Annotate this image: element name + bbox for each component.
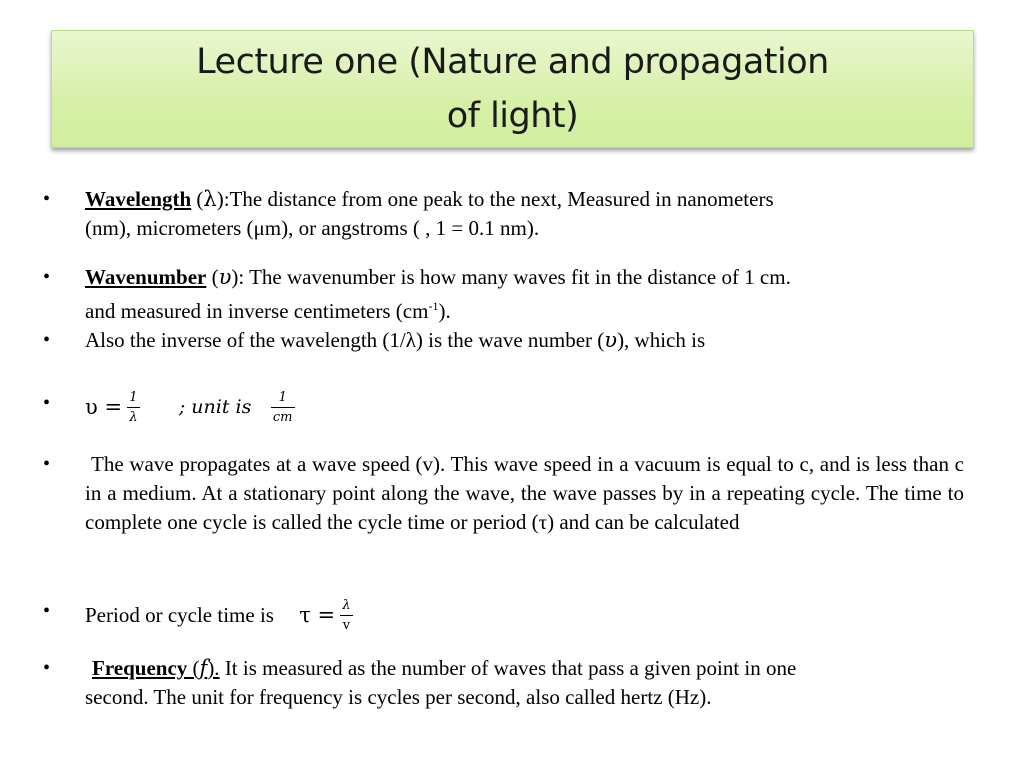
period-lhs: τ = [299,603,336,627]
unit-numerator: 1 [271,389,295,408]
frequency-text-1: It is measured as the number of waves that pass a given point in one [219,656,797,680]
superscript-minus-one: -1 [428,299,439,313]
title-box [51,30,974,148]
bullet-dot: • [43,392,51,414]
f-symbol: f [199,656,208,680]
slide-title [133,35,893,143]
wavenumber-text-2: and measured in inverse centimeters (cm [85,299,429,323]
fraction-lambda-over-v [340,597,352,634]
period-formula [85,597,965,634]
wavelength-text-1: ):The distance from one peak to the next, Measured in nanometers [216,187,774,211]
fraction-one-over-lambda [127,389,139,426]
period-numerator: λ [340,597,352,616]
wave-speed-text: The wave propagates at a wave speed (v). This wave speed in a vacuum is equal to c, and is less than c in a medium. At a stationary point along the wave, the wave passes by in a repeating cycle. The time to complete one cycle is called the cycle time or period (τ) and can be calculated [85,452,964,534]
frequency-text-2: second. The unit for frequency is cycles per second, also called hertz (Hz). [85,685,712,709]
term-frequency: Frequency [92,656,188,680]
inverse-text: Also the inverse of the wavelength (1/λ) is the wave number ( [85,328,605,352]
paren-close: ). [207,656,220,680]
term-wavelength: Wavelength [85,187,192,211]
wavenumber-text-1: ): The wavenumber is how many waves fit in the distance of 1 cm. [231,265,791,289]
lambda-symbol: λ [203,187,217,211]
wavenumber-text-2-end: ). [438,299,451,323]
title-line-2: of light) [446,96,579,136]
bullet-dot: • [43,329,51,351]
wavenumber-formula [85,389,965,433]
upsilon-symbol: υ [218,265,232,289]
bullet-dot: • [43,453,51,475]
paren-open: ( [187,656,200,680]
paren-open: ( [191,187,204,211]
bullet-dot: • [43,600,51,622]
fraction-one-over-cm [271,389,295,426]
bullet-dot: • [43,657,51,679]
fraction-denominator: λ [129,410,138,425]
bullet-dot: • [43,266,51,288]
fraction-numerator: 1 [127,389,139,408]
period-denominator: v [342,618,351,633]
upsilon-symbol: υ [604,328,618,352]
paren-open: ( [206,265,219,289]
formula-lhs: υ = [85,395,123,419]
bullet-dot: • [43,188,51,210]
unit-label: ; unit is [178,396,252,418]
wavelength-text-2: (nm), micrometers (μm), or angstroms ( , 1 = 0.1 nm). [85,216,540,240]
inverse-text-end: ), which is [617,328,706,352]
unit-denominator: cm [272,410,293,425]
title-line-1: Lecture one (Nature and propagation [196,42,829,82]
term-wavenumber: Wavenumber [85,265,207,289]
period-text: Period or cycle time is [85,603,274,627]
